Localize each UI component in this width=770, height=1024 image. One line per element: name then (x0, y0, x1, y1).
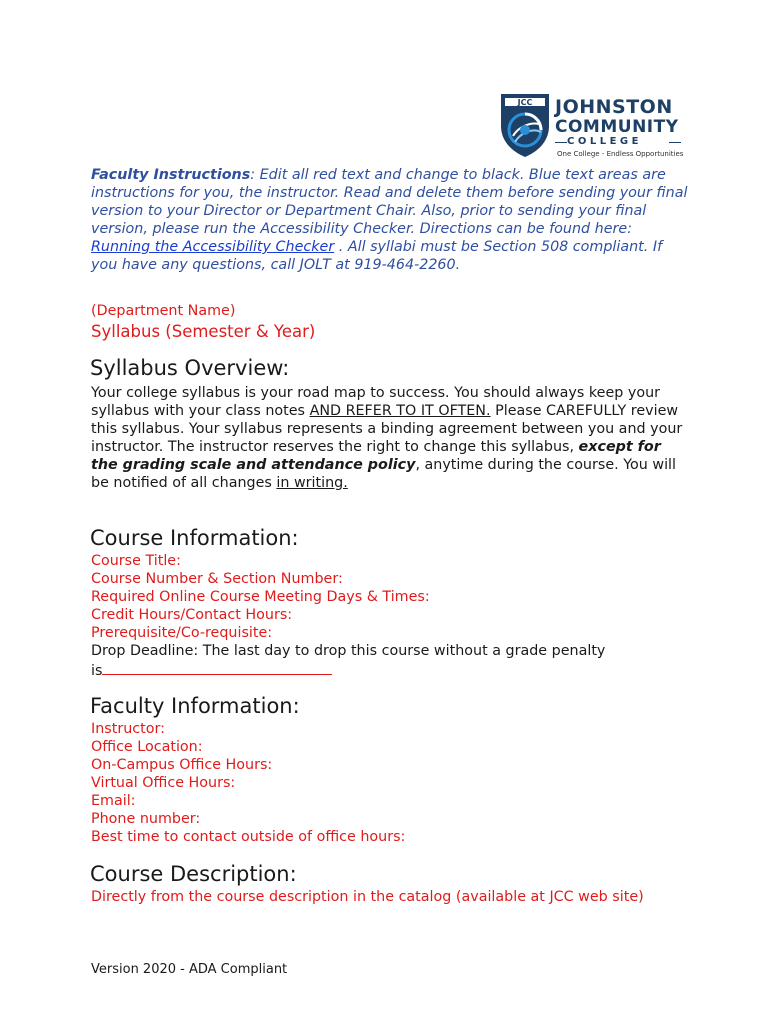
department-name: (Department Name) (91, 303, 236, 319)
drop-deadline-is: is (91, 663, 103, 679)
faculty-info-heading: Faculty Information: (90, 694, 300, 718)
overview-text-1: Your college syllabus is your road map to success. You should always keep your syllabus with your class notes (91, 385, 661, 419)
overview-underline-writing: in writing. (276, 475, 348, 491)
overview-text-3: , anytime during the course. You will be notified of all changes (91, 457, 677, 491)
course-title-field: Course Title: (91, 553, 181, 569)
overview-underline-refer: AND REFER TO IT OFTEN. (309, 403, 491, 419)
contact-time-field: Best time to contact outside of office hours: (91, 829, 406, 845)
prerequisite-field: Prerequisite/Co-requisite: (91, 625, 273, 641)
faculty-instructions (91, 166, 691, 274)
logo-line-johnston: JOHNSTON (555, 96, 673, 118)
college-logo (499, 92, 684, 160)
drop-deadline-line: Drop Deadline: The last day to drop this course without a grade penalty (91, 643, 606, 659)
version-footer: Version 2020 - ADA Compliant (91, 962, 288, 977)
course-description-text: Directly from the course description in the catalog (available at JCC web site) (91, 889, 644, 905)
overview-emphasis: except for the grading scale and attendance policy (91, 439, 661, 473)
drop-deadline-blank (102, 660, 332, 675)
virtual-office-hours-field: Virtual Office Hours: (91, 775, 236, 791)
overview-body (91, 384, 691, 492)
overview-text-2: Please CAREFULLY review this syllabus. Your syllabus represents a binding agreement between you and your instructor. The instructor reserves the right to change this syllabus, (91, 403, 683, 455)
instructor-field: Instructor: (91, 721, 165, 737)
course-number-field: Course Number & Section Number: (91, 571, 343, 587)
phone-number-field: Phone number: (91, 811, 201, 827)
credit-hours-field: Credit Hours/Contact Hours: (91, 607, 293, 623)
course-description-heading: Course Description: (90, 862, 297, 886)
accessibility-checker-link[interactable]: Running the Accessibility Checker (91, 239, 335, 255)
logo-line-college: COLLEGE (567, 136, 642, 147)
meeting-days-field: Required Online Course Meeting Days & Times: (91, 589, 430, 605)
logo-tagline: One College - Endless Opportunities (557, 150, 684, 158)
office-location-field: Office Location: (91, 739, 203, 755)
jcc-emblem-icon (499, 92, 551, 158)
drop-deadline-continuation (91, 660, 332, 680)
syllabus-title: Syllabus (Semester & Year) (91, 322, 316, 341)
logo-rule-right (669, 142, 681, 143)
logo-line-community: COMMUNITY (555, 117, 679, 137)
instructions-text-end: . All syllabi must be Section 508 compliant. If you have any questions, call JOLT at 919-464-2260. (91, 239, 663, 273)
instructions-lead: Faculty Instructions (91, 167, 251, 183)
overview-heading: Syllabus Overview: (90, 356, 290, 380)
svg-text:JCC: JCC (517, 98, 533, 107)
instructions-text: : Edit all red text and change to black. Blue text areas are instructions for you, the instructor. Read and delete them before sending your final version to your Director or Department Chair. Also, prior to sending your final version, please run the Accessibility Checker. Directions can be found here: (91, 167, 688, 237)
logo-rule-left (555, 142, 567, 143)
campus-office-hours-field: On-Campus Office Hours: (91, 757, 273, 773)
course-info-heading: Course Information: (90, 526, 299, 550)
email-field: Email: (91, 793, 136, 809)
